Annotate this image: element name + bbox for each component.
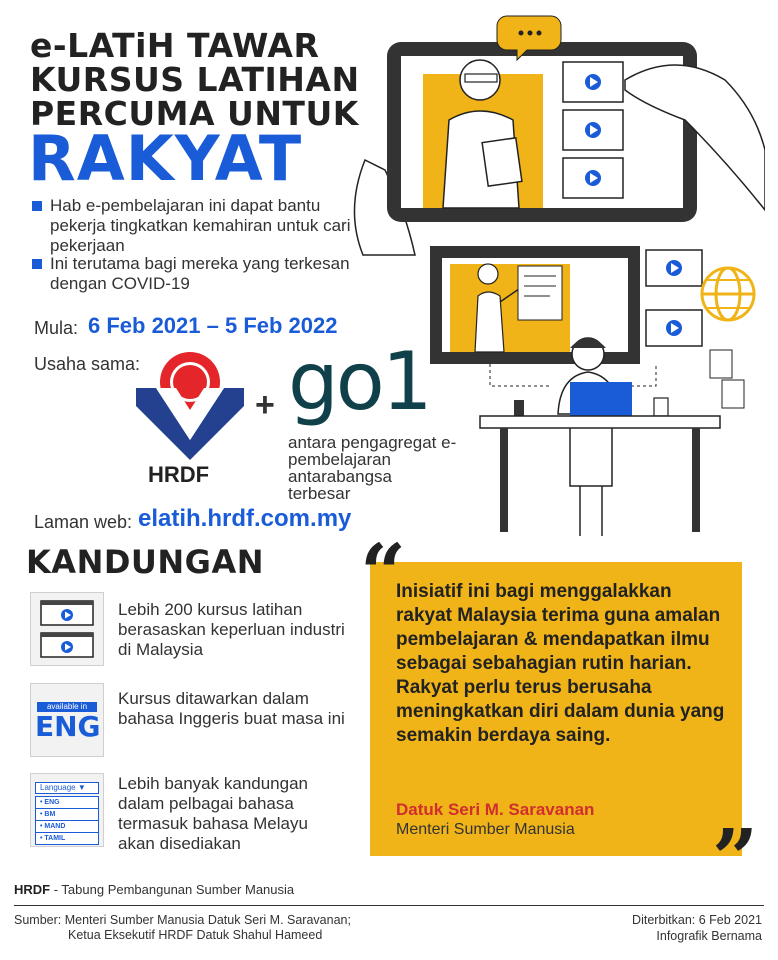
- title-line-1: e-LATiH TAWAR: [30, 26, 320, 65]
- hrdf-logo-text: HRDF: [148, 462, 210, 487]
- language-dropdown-icon: [30, 773, 104, 847]
- published-date: Diterbitkan: 6 Feb 2021: [632, 913, 762, 927]
- bullet-text: Hab e-pembelajaran ini dapat bantu pekerja tingkatkan kemahiran untuk cari pekerjaan: [50, 196, 351, 255]
- abbreviation-term: HRDF: [14, 882, 51, 897]
- usaha-sama-label: Usaha sama:: [34, 354, 141, 374]
- mula-dates: 6 Feb 2021 – 5 Feb 2022: [88, 313, 338, 338]
- bullet-item: [32, 196, 362, 256]
- hrdf-logo-icon: [132, 348, 248, 460]
- plus-sign: +: [255, 386, 275, 424]
- mula-label: Mula:: [34, 318, 79, 338]
- bullet-item: [32, 254, 362, 294]
- go1-description: antara pengagregat e-pembelajaran antarabangsa terbesar: [288, 433, 457, 503]
- title-line-2: KURSUS LATIHAN: [30, 60, 360, 99]
- language-option: • ENG: [36, 797, 98, 809]
- quote-open-mark: “: [360, 526, 407, 620]
- eng-badge-icon: [30, 683, 104, 757]
- quote-author-name: Datuk Seri M. Saravanan: [396, 800, 595, 819]
- title-line-3: PERCUMA UNTUK: [30, 94, 359, 133]
- laman-web-url[interactable]: elatih.hrdf.com.my: [138, 505, 352, 532]
- kandungan-item-2: Kursus ditawarkan dalam bahasa Inggeris buat masa ini: [118, 689, 345, 728]
- language-option: • BM: [36, 809, 98, 821]
- video-list-icon: [30, 592, 104, 666]
- source-line-2: Ketua Eksekutif HRDF Datuk Shahul Hameed: [68, 928, 323, 942]
- language-option: • MAND: [36, 821, 98, 833]
- source-line-1: Sumber: Menteri Sumber Manusia Datuk Seri M. Saravanan;: [14, 913, 351, 927]
- bullet-square-icon: [32, 201, 42, 211]
- bullet-square-icon: [32, 259, 42, 269]
- eng-badge-small-label: available in: [37, 702, 97, 712]
- footer-divider: [14, 905, 764, 906]
- tablet-illustration: [345, 10, 765, 260]
- credit: Infografik Bernama: [656, 929, 762, 943]
- quote-close-mark: ”: [712, 811, 759, 905]
- quote-author-role: Menteri Sumber Manusia: [396, 821, 575, 838]
- eng-badge-big-label: ENG: [35, 710, 101, 743]
- laptop-icon: [570, 382, 632, 416]
- teacher-desk-illustration: [420, 236, 770, 546]
- kandungan-heading: KANDUNGAN: [26, 543, 264, 581]
- kandungan-item-3: Lebih banyak kandungan dalam pelbagai bahasa termasuk bahasa Melayu akan disediakan: [118, 774, 308, 853]
- globe-icon: [702, 268, 754, 320]
- abbreviation-definition: - Tabung Pembangunan Sumber Manusia: [50, 882, 295, 897]
- laman-web-label: Laman web:: [34, 512, 133, 532]
- quote-text: Inisiatif ini bagi menggalakkan rakyat Malaysia terima guna amalan pembelajaran & mendapatkan ilmu sebagai sebahagian rutin harian. Rakyat perlu terus berusaha meningkatkan diri dalam dunia yang semakin berdaya saing.: [396, 581, 725, 746]
- kandungan-item-1: Lebih 200 kursus latihan berasaskan keperluan industri di Malaysia: [118, 600, 345, 659]
- title-rakyat: RAKYAT: [28, 122, 303, 195]
- language-dropdown-header: Language ▼: [35, 782, 99, 794]
- abbreviation-note: [14, 882, 294, 897]
- go1-logo-text: go1: [288, 335, 430, 428]
- bullet-text: Ini terutama bagi mereka yang terkesan dengan COVID-19: [50, 254, 350, 293]
- publication-info: [632, 912, 762, 944]
- language-option: • TAMIL: [40, 835, 66, 842]
